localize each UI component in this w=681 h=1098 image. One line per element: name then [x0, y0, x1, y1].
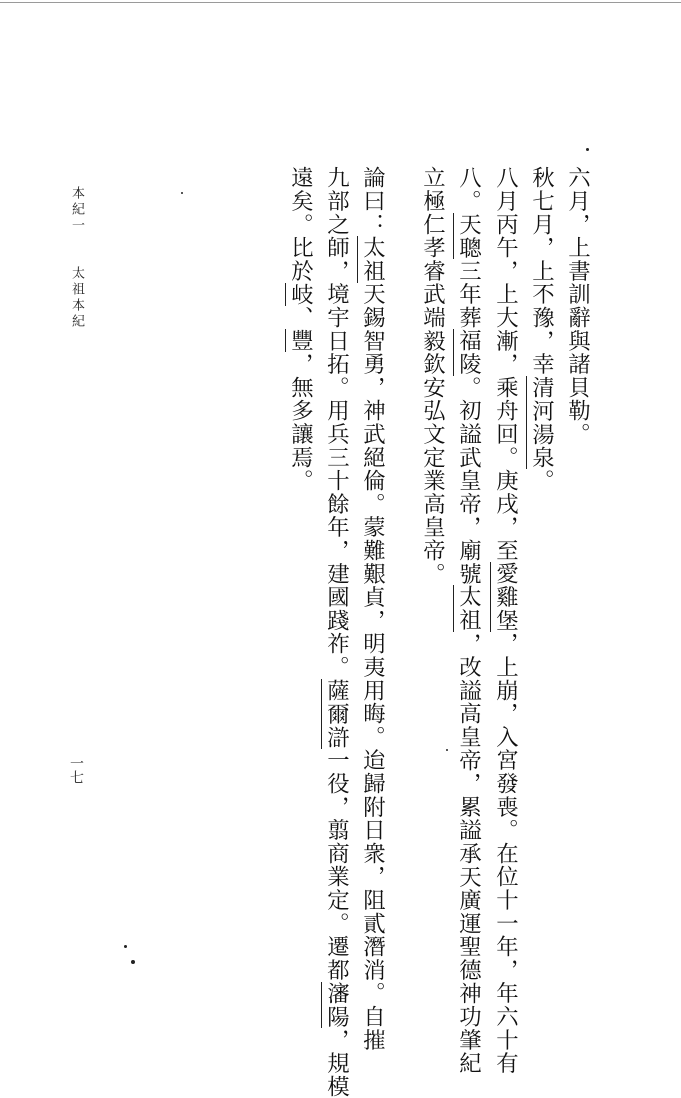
text-column: [323, 166, 350, 1098]
page-number: 一七: [68, 756, 84, 784]
ink-speck: [586, 148, 589, 151]
running-head-title: 太祖本紀: [69, 266, 84, 330]
proper-name-mark: 愛雞堡: [492, 562, 519, 633]
text-column: [287, 166, 314, 493]
text-segment: 一役，翦商業定。遷都: [323, 748, 350, 982]
text-segment: 遠矣。比於: [287, 166, 314, 283]
proper-name-mark: 豐: [287, 329, 314, 353]
text-column: [528, 166, 555, 493]
text-segment: 三年葬: [455, 259, 482, 330]
text-segment: 天錫智勇，神武絕倫。蒙難艱貞，明夷用晦。迨歸附日衆，阻貳潛消。自摧: [359, 282, 386, 1052]
text-segment: ，無多讓焉。: [287, 352, 314, 493]
text-column: [492, 166, 519, 1075]
text-column: [564, 166, 591, 446]
proper-name-mark: 薩爾滸: [323, 678, 350, 749]
text-segment: 。: [528, 468, 555, 493]
text-column: [419, 166, 446, 586]
ink-speck: [131, 960, 135, 964]
text-segment: 六月，上書訓辭與諸貝勒。: [564, 166, 591, 446]
text-segment: 秋七月，上不豫，幸: [528, 166, 555, 376]
text-segment: 論曰：: [359, 166, 386, 236]
top-border-line: [0, 2, 681, 3]
text-segment: 。初謚武皇帝，廟號: [455, 375, 482, 586]
text-segment: 立極仁孝睿武端毅欽安弘文定業高皇帝。: [419, 166, 446, 586]
text-segment: 九部之師，境宇日拓。用兵三十餘年，建國踐祚。: [323, 166, 350, 679]
text-segment: 八。: [455, 166, 482, 213]
running-head-chapter: 本紀一: [69, 186, 84, 234]
text-column: [359, 166, 386, 1052]
proper-name-mark: 岐: [287, 282, 314, 306]
ink-speck: [124, 945, 127, 948]
proper-name-mark: 天聰: [455, 212, 482, 260]
proper-name-mark: 福陵: [455, 329, 482, 376]
proper-name-mark: 太祖: [455, 585, 482, 633]
proper-name-mark: 太祖: [359, 235, 386, 283]
ink-speck: [181, 192, 183, 194]
text-column: [455, 166, 482, 1075]
proper-name-mark: 清河湯泉: [528, 375, 555, 469]
text-segment: 八月丙午，上大漸，乘舟回。庚戌，至: [492, 166, 519, 563]
ink-speck: [446, 749, 448, 751]
proper-name-mark: 瀋陽: [323, 981, 350, 1029]
text-segment: ，規模: [323, 1028, 350, 1098]
text-segment: ，改謚高皇帝，累謚承天廣運聖德神功肇紀: [455, 632, 482, 1075]
text-segment: ，上崩，入宮發喪。在位十一年，年六十有: [492, 632, 519, 1075]
text-segment: 、: [287, 305, 314, 330]
